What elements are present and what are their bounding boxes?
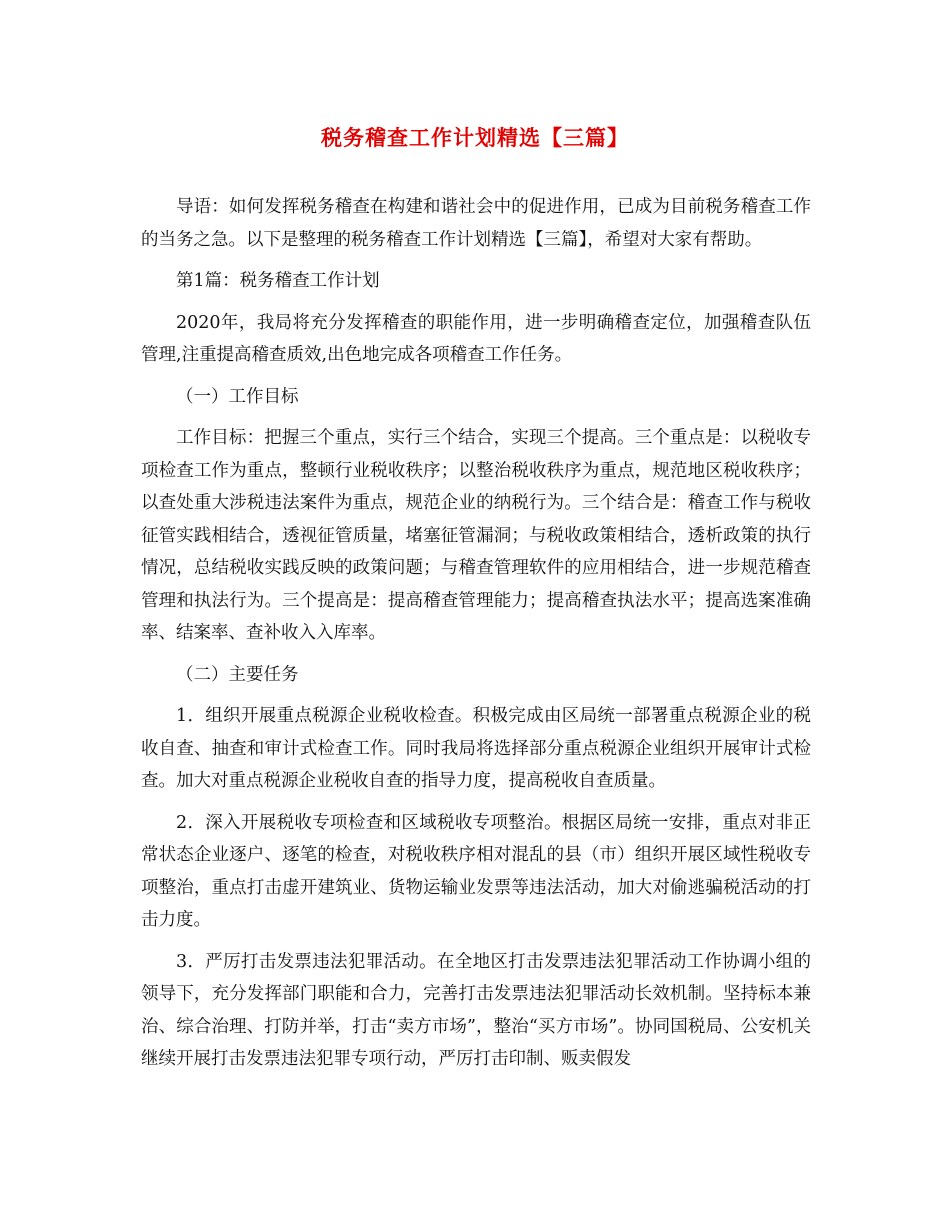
task-paragraph-2: 2．深入开展税收专项检查和区域税收专项整治。根据区局统一安排，重点对非正常状态企业逐户、逐笔的检查，对税收秩序相对混乱的县（市）组织开展区域性税收专项整治，重点打击虚开建筑业、货物运输业发票等违法活动，加大对偷逃骗税活动的打击力度。 [141,812,811,930]
document-body [141,191,811,1085]
overview-paragraph: 2020年，我局将充分发挥稽查的职能作用，进一步明确稽查定位，加强稽查队伍管理,注重提高稽查质效,出色地完成各项稽查工作任务。 [141,312,811,365]
intro-paragraph: 导语：如何发挥税务稽查在构建和谐社会中的促进作用，已成为目前税务稽查工作的当务之急。以下是整理的税务稽查工作计划精选【三篇】，希望对大家有帮助。 [141,197,811,250]
section-heading-goals: （一）工作目标 [176,386,299,407]
task-paragraph-3: 3．严厉打击发票违法犯罪活动。在全地区打击发票违法犯罪活动工作协调小组的领导下，充分发挥部门职能和合力，完善打击发票违法犯罪活动长效机制。坚持标本兼治、综合治理、打防并举，打击“卖方市场”，整治“买方市场”。协同国税局、公安机关继续开展打击发票违法犯罪专项行动，严厉打击印制、贩卖假发 [141,951,811,1069]
goals-paragraph: 工作目标：把握三个重点，实行三个结合，实现三个提高。三个重点是：以税收专项检查工作为重点，整顿行业税收秩序；以整治税收秩序为重点，规范地区税收秩序；以查处重大涉税违法案件为重点，规范企业的纳税行为。三个结合是：稽查工作与税收征管实践相结合，透视征管质量，堵塞征管漏洞；与税收政策相结合，透析政策的执行情况，总结税收实践反映的政策问题；与稽查管理软件的应用相结合，进一步规范稽查管理和执法行为。三个提高是：提高稽查管理能力；提高稽查执法水平；提高选案准确率、结案率、查补收入入库率。 [141,428,811,643]
document-title: 税务稽查工作计划精选【三篇】 [321,125,629,150]
task-paragraph-1: 1．组织开展重点税源企业税收检查。积极完成由区局统一部署重点税源企业的税收自查、抽查和审计式检查工作。同时我局将选择部分重点税源企业组织开展审计式检查。加大对重点税源企业税收自查的指导力度，提高税收自查质量。 [141,706,811,791]
section-heading-tasks: （二）主要任务 [176,664,299,685]
chapter-heading: 第1篇：税务稽查工作计划 [176,271,380,291]
